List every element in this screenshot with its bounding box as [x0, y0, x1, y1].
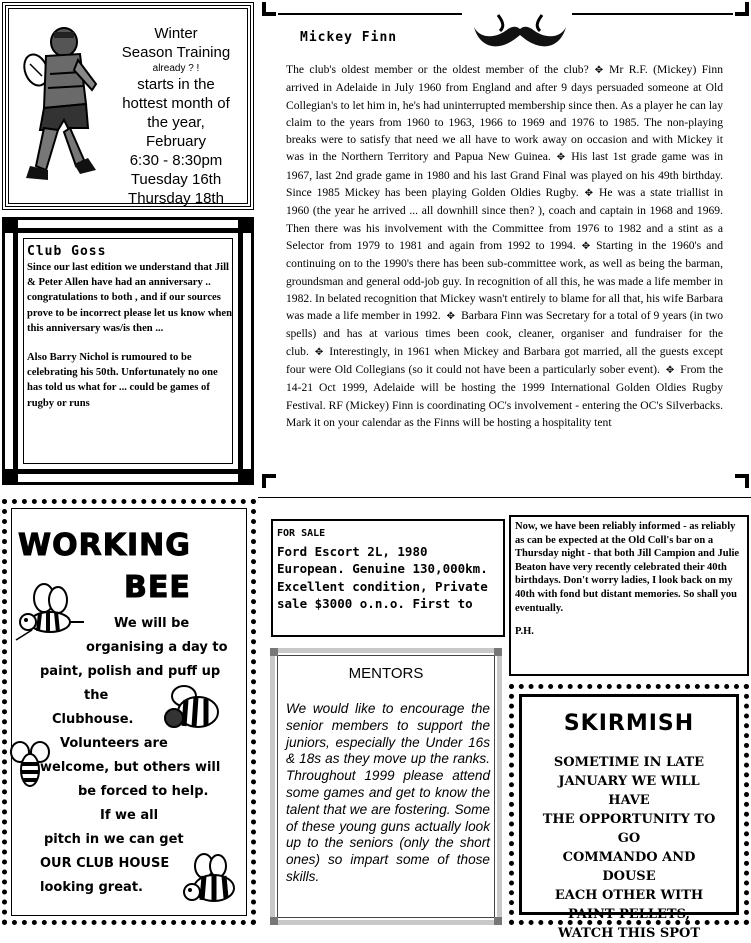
flower-bullet-icon: ✥: [665, 365, 675, 377]
mickey-segment: His last 1st grade game was in 1967, last 2nd grade game in 1980 and his last Grand Final was played on his 49th birthday. Since 1985 Mickey has been playing Golden Oldies Rugby.: [286, 150, 723, 200]
birthday-note-text: [515, 520, 744, 671]
skirmish-line: EACH OTHER WITH: [554, 888, 704, 903]
skirmish-title: SKIRMISH: [563, 711, 695, 736]
working-bee-line: If we all: [100, 808, 159, 823]
corner-ornament: [270, 917, 278, 925]
goss-paragraph: Since our last edition we understand that Jill & Peter Allen have had an anniversary .. congratulations to both , and if our sources prove to be incorrect please let us know when this anniversary was/is then ...: [27, 262, 232, 334]
working-bee-line: Volunteers are: [60, 736, 168, 751]
club-goss-box: [2, 217, 254, 485]
bee-icon: [160, 682, 226, 738]
flower-bullet-icon: ✥: [556, 152, 566, 164]
winter-line1: Winter: [154, 25, 198, 42]
working-bee-title: WORKING: [18, 528, 191, 563]
corner-ornament: [270, 648, 278, 656]
skirmish-inner-border: [519, 694, 739, 941]
goss-paragraph: Also Barry Nichol is rumoured to be celebrating his 50th. Unfortunately no one has told us what for ... could be games of rugby or runs: [27, 352, 218, 409]
corner-ornament: [494, 917, 502, 925]
working-bee-line: organising a day to: [86, 640, 228, 655]
rugby-player-icon: [18, 24, 100, 194]
winter-already: already ? !: [152, 63, 200, 74]
skirmish-box: [509, 684, 749, 941]
flower-bullet-icon: ✥: [581, 240, 591, 252]
club-goss-title: Club Goss: [27, 244, 107, 259]
winter-line: Thursday 18th: [128, 190, 224, 207]
flower-bullet-icon: ✥: [314, 346, 324, 358]
for-sale-label: FOR SALE: [277, 528, 326, 539]
flower-bullet-icon: ✥: [584, 188, 594, 200]
club-goss-body: [27, 260, 232, 478]
working-bee-line: Clubhouse.: [52, 712, 134, 727]
winter-line: starts in the: [137, 76, 215, 93]
working-bee-line: paint, polish and puff up: [40, 664, 221, 679]
mickey-segment: The club's oldest member or the oldest member of the club?: [286, 63, 589, 76]
working-bee-line: pitch in we can get: [44, 832, 184, 847]
working-bee-title: BEE: [124, 570, 191, 605]
winter-line: the year,: [147, 114, 205, 131]
mickey-segment: Interestingly, in 1961 when Mickey and Barbara got married, all the guests except four were Old Collegians (so it could not have been a particularly sober event).: [286, 344, 723, 377]
winter-line: hottest month of: [122, 95, 230, 112]
winter-training-text: [102, 24, 250, 207]
skirmish-line: THE OPPORTUNITY TO: [542, 812, 716, 827]
flower-bullet-icon: ✥: [446, 311, 456, 323]
flower-bullet-icon: ✥: [594, 65, 604, 76]
for-sale-box: [271, 519, 505, 637]
skirmish-line: WATCH THIS SPOT: [557, 926, 701, 941]
corner-ornament: [494, 648, 502, 656]
working-bee-line: OUR CLUB HOUSE: [40, 856, 170, 871]
mickey-segment: He was a state triallist in 1960 (the year he arrived ... all downhill since then? ), coach and captain in 1968 and 1969. Then there was his involvement with the Committee from 1976 to 1982 and a stint as a Selector from 1979 to 1981 and again from 1992 to 1994.: [286, 186, 723, 252]
mentors-title: MENTORS: [348, 665, 424, 682]
skirmish-line: PAINT PELLETS,: [567, 907, 691, 922]
working-bee-line: looking great.: [40, 880, 143, 895]
mustache-icon: [470, 13, 570, 55]
birthday-signature: P.H.: [515, 626, 534, 638]
skirmish-body: [536, 753, 722, 941]
working-bee-line: the: [84, 688, 109, 703]
working-bee-line: We will be: [114, 616, 190, 631]
bee-icon: [180, 852, 244, 910]
for-sale-text: [277, 525, 499, 631]
skirmish-line: SOMETIME IN LATE: [553, 755, 705, 770]
mickey-segment: From the 14-21 Oct 1999, Adelaide will be hosting the 1999 International Golden Oldies Rugby Festival. RF (Mickey) Finn is coordinating OC's involvement - entering the OC's Silverbacks. Mark it on your calendar as the Finns will be hosting a hospitality tent: [286, 363, 724, 429]
mickey-segment: Starting in the 1960's and continuing on to the 1990's there has been sub-committee work, as well as being the barman, groundsman and general odd-job guy. In recognition of all this, he was made a life member in 1982. In belated recognition that Mickey wasn't entirely to blame for all that, his wife Barbara was made a life member in 1992.: [286, 238, 724, 323]
mickey-segment: Barbara Finn was Secretary for a total of 9 years (in two spells) and has at various times been cook, cleaner, organiser and fundraiser for the club.: [286, 309, 723, 358]
birthday-note-box: [509, 515, 749, 676]
section-divider: [258, 497, 751, 498]
skirmish-line: COMMANDO AND DOUSE: [562, 850, 696, 884]
skirmish-line: GO: [617, 831, 641, 846]
working-bee-line: welcome, but others will: [40, 760, 221, 775]
mickey-segment: Mr R.F. (Mickey) Finn arrived in Adelaide in July 1960 from England and after 9 days persuaded someone at Old Collegian's to let him in, he's had uninterrupted membership since then. As a player he can lay claim to the years from 1960 to 1963, 1966 to 1969 and 1976 to 1985. The non-playing breaks were to satisfy that need we all have to work away on occasion and with Mickey it was in the Northern Territory and Papua New Guinea.: [286, 63, 723, 164]
birthday-note-body: Now, we have been reliably informed - as reliably as can be expected at the Old Coll's bar on a Thursday night - that both Jill Campion and Julie Beaton have very recently celebrated their 40th birthdays. Don't worry ladies, I look back on my 40th with fond but distant memories. So shall you eventually.: [515, 521, 740, 614]
mickey-finn-body: [286, 61, 723, 487]
mentors-body: We would like to encourage the senior members to support the juniors, especially the Under 16s & 18s as they move up the ranks. Throughout 1999 please attend some games and get to know the talent that we are fostering. Some of these young guns actually look up to the seniors (only the short ones) so impart some of those skills.: [286, 701, 490, 884]
winter-line2: Season Training: [121, 44, 231, 61]
bee-icon: [14, 582, 88, 642]
winter-line: Tuesday 16th: [130, 171, 222, 188]
winter-training-box: [2, 2, 254, 210]
mickey-finn-title: Mickey Finn: [300, 30, 398, 45]
winter-line: February: [145, 133, 207, 150]
for-sale-description: Ford Escort 2L, 1980 European. Genuine 130,000km. Excellent condition, Private sale $3000 o.n.o. First to: [277, 543, 488, 611]
mentors-box: [270, 648, 502, 925]
winter-line: 6:30 - 8:30pm: [129, 152, 223, 169]
skirmish-line: JANUARY WE WILL HAVE: [558, 774, 700, 808]
working-bee-line: be forced to help.: [78, 784, 209, 799]
